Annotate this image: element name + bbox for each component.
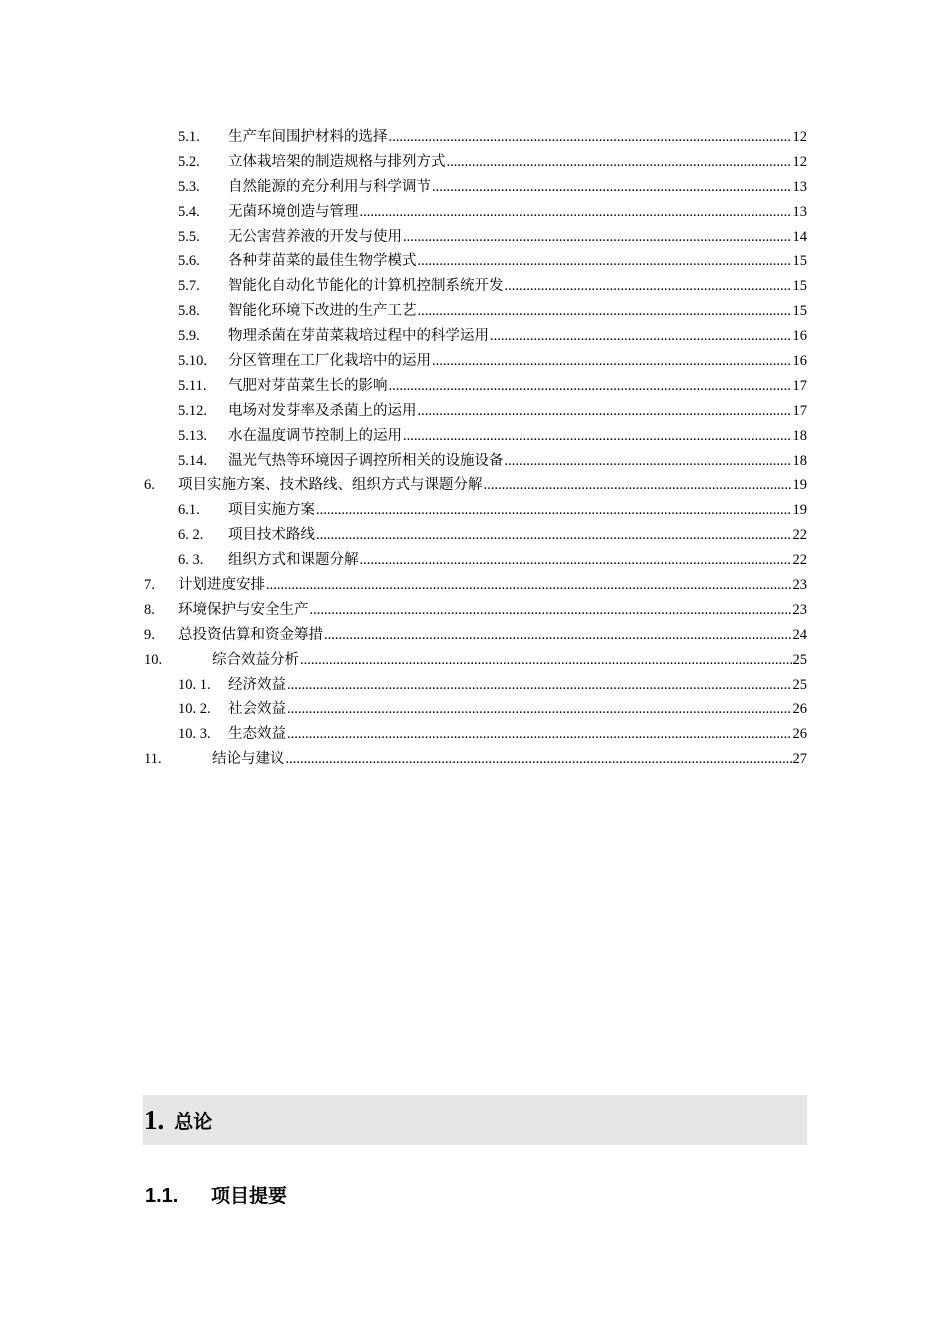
toc-entry-title: 各种芽苗菜的最佳生物学模式 (228, 253, 417, 270)
toc-entry[interactable] (144, 175, 807, 200)
toc-entry-title: 无公害营养液的开发与使用 (228, 228, 402, 245)
toc-entry-title: 生态效益 (228, 726, 286, 743)
toc-entry-number: 7. (144, 577, 155, 594)
toc-entry[interactable] (144, 324, 807, 349)
toc-entry-number: 6. 3. (178, 552, 204, 569)
toc-entry-number: 5.1. (178, 129, 200, 145)
toc-entry-title: 生产车间围护材料的选择 (228, 129, 388, 145)
toc-entry-title: 分区管理在工厂化栽培中的运用 (228, 353, 431, 370)
toc-entry-title: 自然能源的充分利用与科学调节 (228, 178, 431, 195)
toc-entry-title: 项目实施方案 (228, 502, 315, 519)
toc-dot-leader (418, 299, 792, 324)
toc-entry[interactable] (144, 598, 807, 623)
toc-entry-title: 结论与建议 (212, 751, 285, 768)
toc-entry-title: 物理杀菌在芽苗菜栽培过程中的科学运用 (228, 328, 489, 345)
toc-entry-title: 项目实施方案、技术路线、组织方式与课题分解 (178, 477, 483, 494)
toc-dot-leader (403, 424, 792, 449)
toc-entry-page: 18 (792, 452, 807, 469)
toc-entry[interactable] (144, 274, 807, 299)
toc-entry[interactable] (144, 150, 807, 175)
toc-entry[interactable] (144, 299, 807, 324)
toc-entry-page: 17 (792, 402, 807, 419)
toc-dot-leader (310, 598, 792, 623)
toc-entry-number: 5.4. (178, 203, 200, 220)
toc-entry-number: 5.13. (178, 427, 207, 444)
toc-entry[interactable] (144, 249, 807, 274)
toc-entry-number: 6. 2. (178, 527, 204, 544)
toc-entry-number: 5.14. (178, 452, 207, 469)
chapter-title: 总论 (174, 1110, 213, 1133)
toc-dot-leader (418, 399, 792, 424)
toc-entry-page: 17 (792, 377, 807, 394)
toc-dot-leader (360, 200, 792, 225)
toc-entry-page: 15 (792, 303, 807, 320)
toc-entry-number: 5.12. (178, 402, 207, 419)
toc-entry-page: 15 (792, 278, 807, 295)
toc-dot-leader (360, 548, 792, 573)
toc-entry-number: 9. (144, 626, 155, 643)
toc-dot-leader (287, 673, 792, 698)
toc-entry-page: 24 (792, 626, 807, 643)
toc-dot-leader (389, 374, 792, 399)
toc-entry-number: 5.9. (178, 328, 200, 345)
toc-entry-title: 智能化环境下改进的生产工艺 (228, 303, 417, 320)
toc-entry[interactable] (144, 200, 807, 225)
toc-entry-title: 社会效益 (228, 701, 286, 718)
toc-dot-leader (432, 175, 792, 200)
section-number: 1.1. (145, 1185, 179, 1207)
toc-entry-title: 综合效益分析 (212, 651, 299, 668)
toc-entry-title: 立体栽培架的制造规格与排列方式 (228, 153, 446, 170)
toc-dot-leader (418, 249, 792, 274)
toc-entry-title: 无菌环境创造与管理 (228, 203, 359, 220)
toc-entry[interactable] (144, 225, 807, 250)
toc-dot-leader (287, 722, 792, 747)
toc-dot-leader (286, 747, 792, 772)
toc-entry-page: 22 (792, 527, 807, 544)
toc-entry-page: 22 (792, 552, 807, 569)
toc-dot-leader (447, 150, 792, 175)
toc-dot-leader (316, 523, 792, 548)
toc-entry-page: 12 (792, 153, 807, 170)
toc-entry-page: 13 (792, 178, 807, 195)
toc-entry-page: 23 (792, 601, 807, 618)
toc-entry-number: 11. (144, 751, 162, 768)
toc-entry-page: 19 (792, 502, 807, 519)
toc-entry-page: 14 (792, 228, 807, 245)
toc-entry-title: 总投资估算和资金筹措 (178, 626, 323, 643)
toc-dot-leader (287, 697, 792, 722)
table-of-contents (144, 125, 807, 772)
toc-entry[interactable] (144, 623, 807, 648)
section-title: 项目提要 (211, 1185, 288, 1207)
toc-entry-title: 气肥对芽苗菜生长的影响 (228, 377, 388, 394)
toc-entry-title: 电场对发芽率及杀菌上的运用 (228, 402, 417, 419)
toc-entry-number: 5.11. (178, 377, 207, 394)
section-heading (145, 1181, 287, 1208)
toc-entry-number: 10. 3. (178, 726, 211, 743)
toc-entry[interactable] (144, 722, 807, 747)
chapter-number: 1. (144, 1104, 165, 1135)
toc-entry-page: 13 (792, 203, 807, 220)
toc-dot-leader (403, 225, 792, 250)
toc-entry[interactable] (144, 523, 807, 548)
toc-entry-number: 5.3. (178, 178, 200, 195)
toc-dot-leader (484, 473, 792, 498)
toc-entry-number: 5.7. (178, 278, 200, 295)
toc-entry-title: 计划进度安排 (178, 577, 265, 594)
toc-entry[interactable] (144, 548, 807, 573)
toc-entry[interactable] (144, 399, 807, 424)
toc-entry-page: 25 (792, 651, 807, 668)
toc-entry-number: 5.6. (178, 253, 200, 270)
toc-entry[interactable] (144, 424, 807, 449)
toc-dot-leader (432, 349, 792, 374)
toc-entry[interactable] (144, 673, 807, 698)
toc-entry[interactable] (144, 697, 807, 722)
toc-entry-page: 25 (792, 676, 807, 693)
toc-entry-page: 12 (792, 129, 807, 145)
toc-entry-number: 10. (144, 651, 163, 668)
toc-entry-number: 5.5. (178, 228, 200, 245)
toc-entry-number: 6.1. (178, 502, 200, 519)
toc-entry-title: 项目技术路线 (228, 527, 315, 544)
toc-dot-leader (490, 324, 792, 349)
toc-entry-title: 温光气热等环境因子调控所相关的设施设备 (228, 452, 504, 469)
toc-entry[interactable] (144, 374, 807, 399)
toc-dot-leader (300, 648, 792, 673)
toc-entry-page: 26 (792, 726, 807, 743)
toc-entry[interactable] (144, 498, 807, 523)
toc-entry-title: 经济效益 (228, 676, 286, 693)
toc-entry[interactable] (144, 747, 807, 772)
toc-dot-leader (324, 623, 792, 648)
toc-entry-page: 15 (792, 253, 807, 270)
toc-entry-number: 6. (144, 477, 155, 494)
toc-dot-leader (266, 573, 792, 598)
toc-dot-leader (316, 498, 792, 523)
toc-entry-page: 16 (792, 353, 807, 370)
toc-dot-leader (505, 449, 792, 474)
toc-entry-page: 18 (792, 427, 807, 444)
toc-dot-leader (389, 125, 792, 150)
toc-entry[interactable] (144, 473, 807, 498)
toc-entry-title: 水在温度调节控制上的运用 (228, 427, 402, 444)
toc-entry-page: 27 (792, 751, 807, 768)
toc-entry-title: 智能化自动化节能化的计算机控制系统开发 (228, 278, 504, 295)
toc-entry-number: 10. 1. (178, 676, 211, 693)
toc-entry-page: 26 (792, 701, 807, 718)
toc-entry-number: 5.10. (178, 353, 207, 370)
toc-entry[interactable] (144, 125, 807, 150)
toc-entry-number: 5.2. (178, 153, 200, 170)
toc-entry-page: 23 (792, 577, 807, 594)
toc-entry-title: 环境保护与安全生产 (178, 601, 309, 618)
toc-entry[interactable] (144, 573, 807, 598)
chapter-heading (143, 1095, 807, 1145)
toc-entry-page: 19 (792, 477, 807, 494)
toc-entry[interactable] (144, 449, 807, 474)
toc-entry-number: 5.8. (178, 303, 200, 320)
toc-entry[interactable] (144, 648, 807, 673)
toc-entry-page: 16 (792, 328, 807, 345)
toc-entry[interactable] (144, 349, 807, 374)
toc-entry-title: 组织方式和课题分解 (228, 552, 359, 569)
toc-entry-number: 8. (144, 601, 155, 618)
toc-entry-number: 10. 2. (178, 701, 211, 718)
toc-dot-leader (505, 274, 792, 299)
